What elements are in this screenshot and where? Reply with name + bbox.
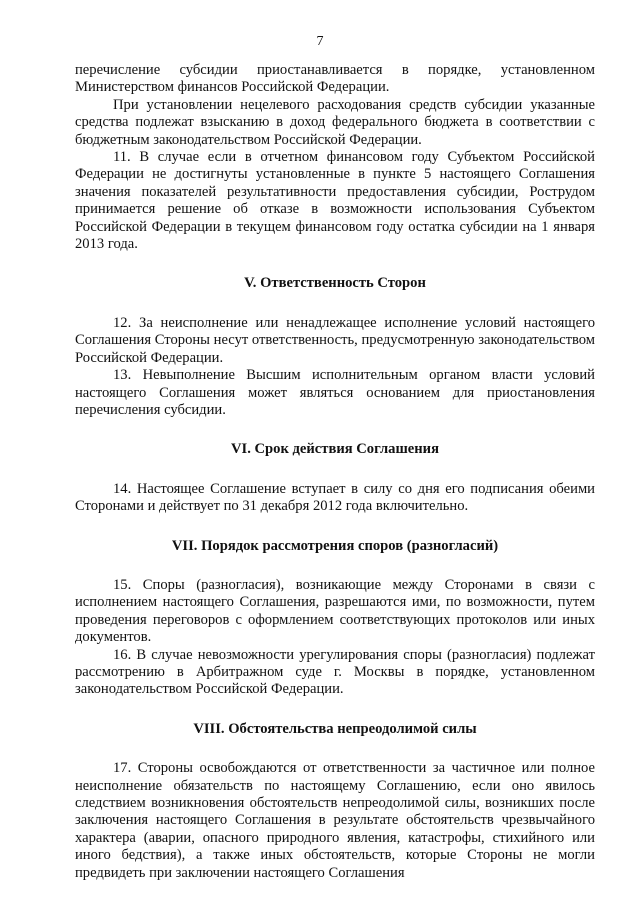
document-body [75,62,595,882]
paragraph-clause-13: 13. Невыполнение Высшим исполнительным органом власти условий настоящего Соглашения может являться основанием для приостановления перечисления субсидии. [75,367,595,418]
paragraph-clause-14: 14. Настоящее Соглашение вступает в силу со дня его подписания обеими Сторонами и действует по 31 декабря 2012 года включительно. [75,480,595,515]
paragraph-clause-12: 12. За неисполнение или ненадлежащее исполнение условий настоящего Соглашения Стороны несут ответственность, предусмотренную законодательством Российской Федерации. [75,314,595,366]
section-heading-vii: VII. Порядок рассмотрения споров (разногласий) [171,537,499,554]
paragraph-clause-11: 11. В случае если в отчетном финансовом году Субъектом Российской Федерации не достигнуты установленные в пункте 5 настоящего Соглашения значения показателей результативности предоставления субсидии, Рострудом принимается решение об отказе в возможности использования Субъектом Российской Федерации в текущем финансовом году остатка субсидии на 1 января 2013 года. [75,149,595,253]
section-heading-v: V. Ответственность Сторон [244,275,426,292]
section-heading-vi: VI. Срок действия Соглашения [231,441,439,458]
page-number: 7 [316,34,324,49]
paragraph-clause-16: 16. В случае невозможности урегулирования споры (разногласия) подлежат рассмотрению в Арбитражном суде г. Москвы в порядке, установленном законодательством Российской Федерации. [75,646,595,698]
paragraph-clause-17: 17. Стороны освобождаются от ответственности за частичное или полное неисполнение обязательств по настоящему Соглашению, если оно явилось следствием возникновения обстоятельств непреодолимой силы, возникших после заключения настоящего Соглашения в результате обстоятельств чрезвычайного характера (аварии, опасного природного явления, катастрофы, стихийного или иного бедствия), а также иных обстоятельств, которые Стороны не могли предвидеть при заключении настоящего Соглашения [75,760,595,881]
paragraph-subsidy-suspension: перечисление субсидии приостанавливается в порядке, установленном Министерством финансов Российской Федерации. [75,62,595,96]
paragraph-clause-15: 15. Споры (разногласия), возникающие между Сторонами в связи с исполнением настоящего Соглашения, разрешаются ими, по возможности, путем проведения переговоров с оформлением соответствующих протоколов или иных документов. [75,576,595,646]
section-heading-viii: VIII. Обстоятельства непреодолимой силы [193,720,477,737]
paragraph-misuse-recovery: При установлении нецелевого расходования средств субсидии указанные средства подлежат взысканию в доход федерального бюджета в соответствии с бюджетным законодательством Российской Федерации. [75,96,595,148]
